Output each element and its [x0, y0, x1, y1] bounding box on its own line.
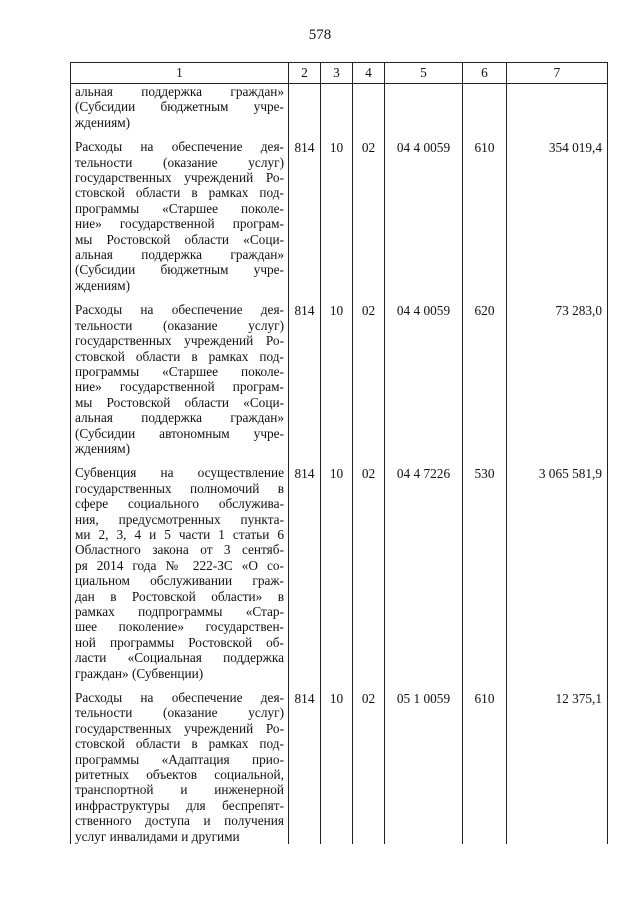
header-row	[71, 63, 608, 84]
expense-description	[71, 302, 289, 465]
description-line: Субвенция на осуществление	[75, 465, 284, 481]
expense-description	[71, 84, 289, 140]
description-line: программы «Старшее поколе-	[75, 200, 284, 216]
target-article-code: 04 4 0059	[385, 302, 463, 465]
description-line: альная поддержка граждан»	[75, 247, 284, 263]
column-header-5: 5	[385, 63, 463, 84]
section-code: 10	[321, 139, 353, 302]
description-line: государственных учреждений Ро-	[75, 170, 284, 186]
subsection-code: 02	[353, 139, 385, 302]
ministry-code: 814	[289, 465, 321, 690]
section-code: 10	[321, 690, 353, 844]
description-line: ние» государственной програм-	[75, 379, 284, 395]
description-line: ной программы Ростовской об-	[75, 634, 284, 650]
column-header-7: 7	[507, 63, 608, 84]
description-line: альная поддержка граждан»	[75, 410, 284, 426]
amount-value: 354 019,4	[507, 139, 608, 302]
description-line: граждан» (Субвенции)	[75, 665, 204, 681]
description-line: ственного доступа и получения	[75, 813, 284, 829]
column-header-4: 4	[353, 63, 385, 84]
section-code	[321, 84, 353, 140]
description-line: ря 2014 года № 222-ЗС «О со-	[75, 557, 284, 573]
expense-description	[71, 465, 289, 690]
page-number: 578	[308, 27, 332, 43]
subsection-code: 02	[353, 465, 385, 690]
target-article-code: 05 1 0059	[385, 690, 463, 844]
description-line: (Субсидии автономным учре-	[75, 425, 284, 441]
description-line: ждениям)	[75, 114, 131, 130]
ministry-code	[289, 84, 321, 140]
amount-value: 3 065 581,9	[507, 465, 608, 690]
column-header-6: 6	[463, 63, 507, 84]
subsection-code	[353, 84, 385, 140]
description-line: государственных учреждений Ро-	[75, 333, 284, 349]
description-line: ждениям)	[75, 277, 131, 293]
section-code: 10	[321, 465, 353, 690]
description-line: стовской области в рамках под-	[75, 348, 284, 364]
description-line: (Субсидии бюджетным учре-	[75, 262, 284, 278]
description-line: Расходы на обеспечение дея-	[75, 302, 284, 318]
description-line: ритетных объектов социальной,	[75, 767, 284, 783]
description-line: мы Ростовской области «Соци-	[75, 231, 284, 247]
target-article-code: 04 4 0059	[385, 139, 463, 302]
expense-description	[71, 139, 289, 302]
amount-value	[507, 84, 608, 140]
description-line: мы Ростовской области «Соци-	[75, 394, 284, 410]
description-line: программы «Старшее поколе-	[75, 363, 284, 379]
subsection-code: 02	[353, 690, 385, 844]
description-line: услуг инвалидами и другими	[75, 828, 240, 844]
subsection-code: 02	[353, 302, 385, 465]
table-row	[71, 139, 608, 302]
expense-type-code: 530	[463, 465, 507, 690]
description-line: тельности (оказание услуг)	[75, 317, 284, 333]
description-line: ждениям)	[75, 440, 131, 456]
table-body	[71, 84, 608, 845]
description-line: Расходы на обеспечение дея-	[75, 690, 284, 706]
description-line: шее поколение» государствен-	[75, 619, 284, 635]
column-header-1: 1	[71, 63, 289, 84]
description-line: стовской области в рамках под-	[75, 736, 284, 752]
description-line: государственных полномочий в	[75, 480, 284, 496]
description-line: государственных учреждений Ро-	[75, 720, 284, 736]
description-line: циальном обслуживании граж-	[75, 573, 284, 589]
description-line: Областного закона от 3 сентяб-	[75, 542, 284, 558]
table-row	[71, 302, 608, 465]
section-code: 10	[321, 302, 353, 465]
ministry-code: 814	[289, 690, 321, 844]
description-line: ласти «Социальная поддержка	[75, 650, 284, 666]
description-line: рамках подпрограммы «Стар-	[75, 604, 284, 619]
description-line: Расходы на обеспечение дея-	[75, 139, 284, 155]
description-line: дан в Ростовской области» в	[75, 588, 284, 604]
expense-type-code	[463, 84, 507, 140]
expense-type-code: 620	[463, 302, 507, 465]
description-line: программы «Адаптация прио-	[75, 751, 284, 767]
amount-value: 73 283,0	[507, 302, 608, 465]
ministry-code: 814	[289, 302, 321, 465]
description-line: ние» государственной програм-	[75, 216, 284, 232]
description-line: ния, предусмотренных пункта-	[75, 511, 284, 527]
description-line: тельности (оказание услуг)	[75, 154, 284, 170]
description-line: стовской области в рамках под-	[75, 185, 284, 201]
target-article-code: 04 4 7226	[385, 465, 463, 690]
expense-type-code: 610	[463, 139, 507, 302]
description-line: (Субсидии бюджетным учре-	[75, 99, 284, 115]
column-header-3: 3	[321, 63, 353, 84]
description-line: транспортной и инженерной	[75, 782, 284, 798]
expense-type-code: 610	[463, 690, 507, 844]
column-header-2: 2	[289, 63, 321, 84]
amount-value: 12 375,1	[507, 690, 608, 844]
table-row	[71, 465, 608, 690]
table-row	[71, 84, 608, 140]
ministry-code: 814	[289, 139, 321, 302]
table-row	[71, 690, 608, 844]
description-line: альная поддержка граждан»	[75, 84, 284, 99]
expense-description	[71, 690, 289, 844]
description-line: сфере социального обслужива-	[75, 496, 284, 512]
description-line: тельности (оказание услуг)	[75, 705, 284, 721]
budget-table	[70, 62, 608, 844]
description-line: инфраструктуры для беспрепят-	[75, 797, 284, 813]
target-article-code	[385, 84, 463, 140]
description-line: ми 2, 3, 4 и 5 части 1 статьи 6	[75, 526, 284, 542]
